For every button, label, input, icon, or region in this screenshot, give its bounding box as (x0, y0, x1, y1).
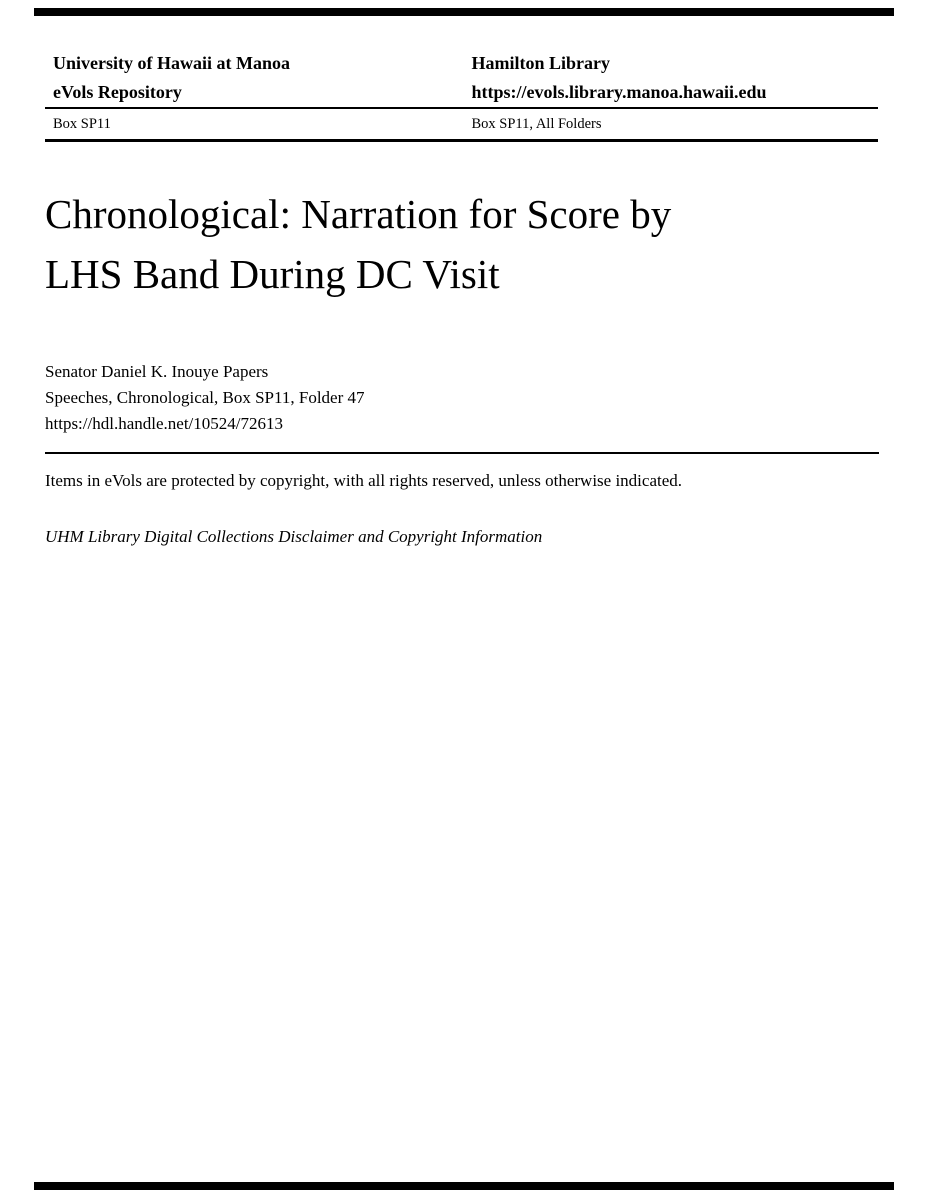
header-main-row (45, 49, 878, 109)
library-name: Hamilton Library (471, 53, 610, 73)
document-title-line-1: Chronological: Narration for Score by (45, 191, 672, 237)
bottom-rule-bar (34, 1182, 894, 1190)
handle-url-link[interactable]: https://hdl.handle.net/10524/72613 (45, 414, 283, 433)
header-box-row (45, 109, 878, 142)
box-folders-label: Box SP11, All Folders (471, 116, 602, 132)
copyright-divider-rule (45, 452, 879, 454)
document-title-line-2: LHS Band During DC Visit (45, 251, 500, 297)
document-metadata (45, 359, 365, 437)
collection-name: Senator Daniel K. Inouye Papers (45, 362, 269, 381)
repository-header (45, 49, 878, 142)
copyright-notice: Items in eVols are protected by copyright, with all rights reserved, unless otherwise indicated. (45, 471, 683, 490)
folder-location: Speeches, Chronological, Box SP11, Folder 47 (45, 388, 365, 407)
document-title (45, 184, 885, 304)
header-right-cell (462, 49, 879, 107)
disclaimer-copyright-link[interactable]: UHM Library Digital Collections Disclaimer and Copyright Information (45, 527, 543, 546)
institution-name: University of Hawaii at Manoa (53, 53, 290, 73)
repository-url-link[interactable]: https://evols.library.manoa.hawaii.edu (471, 82, 767, 102)
repository-name: eVols Repository (53, 82, 182, 102)
top-rule-bar (34, 8, 894, 16)
box-label: Box SP11 (53, 116, 111, 132)
header-left-cell (45, 49, 462, 107)
